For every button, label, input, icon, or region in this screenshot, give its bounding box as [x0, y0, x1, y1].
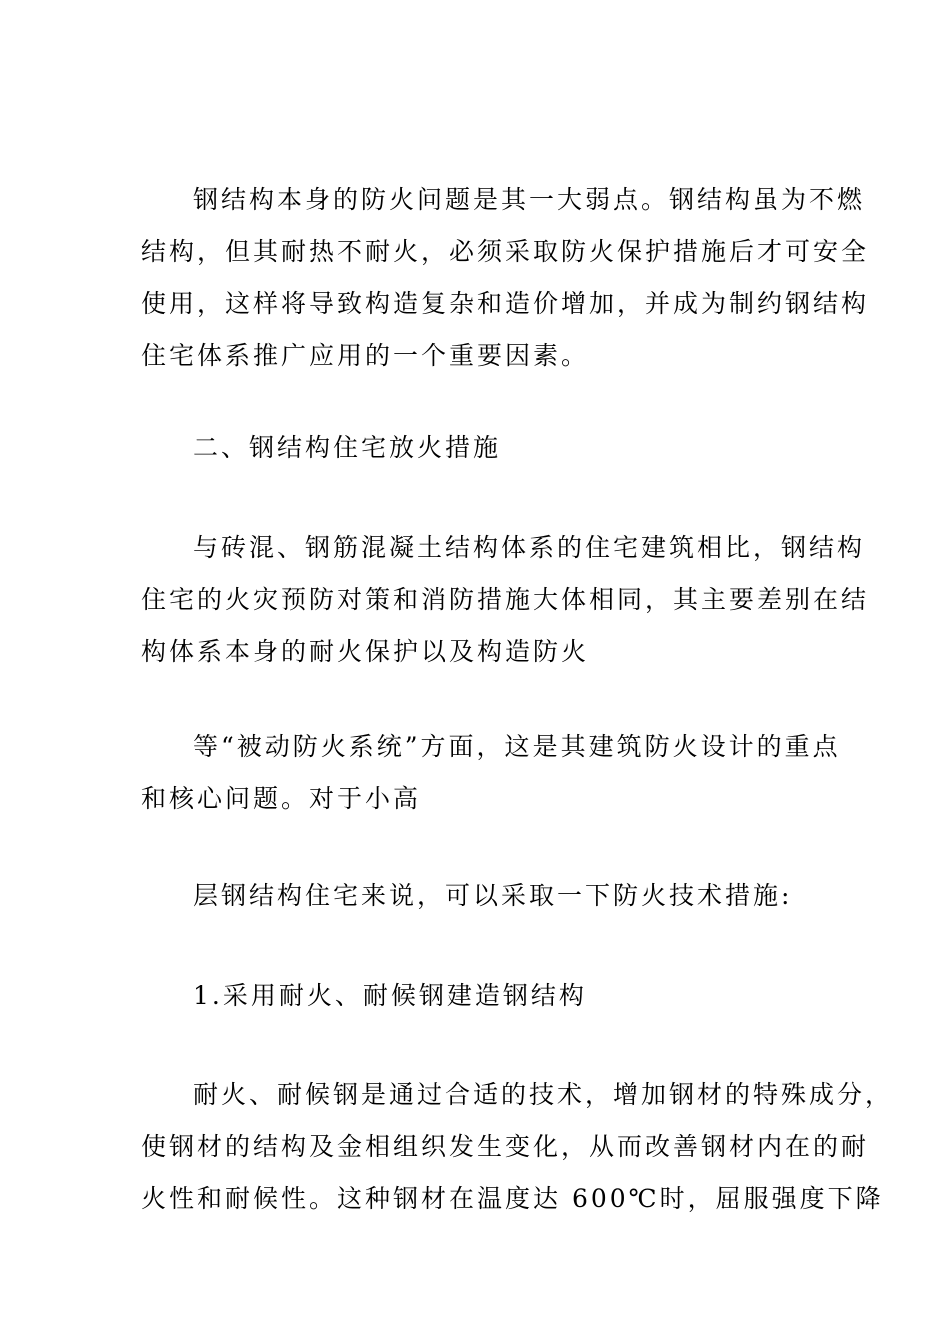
text-line: 1.采用耐火、耐候钢建造钢结构	[193, 981, 587, 1010]
text-line: 层钢结构住宅来说，可以采取一下防火技术措施:	[193, 881, 793, 910]
paragraph-fire-weakness	[141, 174, 870, 382]
text-line: 与砖混、钢筋混凝土结构体系的住宅建筑相比，钢结构	[193, 533, 866, 562]
text-line: 构体系本身的耐火保护以及构造防火	[141, 637, 590, 666]
paragraph-comparison	[141, 522, 870, 678]
text-line: 耐火、耐候钢是通过合适的技术，增加钢材的特殊成分，	[193, 1080, 894, 1109]
text-line: 等“被动防火系统”方面，这是其建筑防火设计的重点	[193, 732, 841, 761]
paragraph-measures-intro	[141, 870, 841, 922]
text-line: 钢结构本身的防火问题是其一大弱点。钢结构虽为不燃	[193, 185, 866, 214]
text-line: 结构，但其耐热不耐火，必须采取防火保护措施后才可安全	[141, 237, 870, 266]
text-line: 二、钢结构住宅放火措施	[193, 433, 502, 462]
list-item-heading	[141, 970, 841, 1022]
paragraph-passive-fire	[141, 721, 841, 825]
text-line: 使钢材的结构及金相组织发生变化，从而改善钢材内在的耐	[141, 1132, 870, 1161]
section-heading	[141, 422, 841, 474]
text-line: 住宅的火灾预防对策和消防措施大体相同，其主要差别在结	[141, 585, 870, 614]
text-line: 使用，这样将导致构造复杂和造价增加，并成为制约钢结构	[141, 289, 870, 318]
text-line: 火性和耐候性。这种钢材在温度达 600℃时，屈服强度下降	[141, 1184, 884, 1213]
paragraph-weathering-steel	[141, 1069, 894, 1225]
text-line: 住宅体系推广应用的一个重要因素。	[141, 341, 590, 370]
text-line: 和核心问题。对于小高	[141, 784, 422, 813]
